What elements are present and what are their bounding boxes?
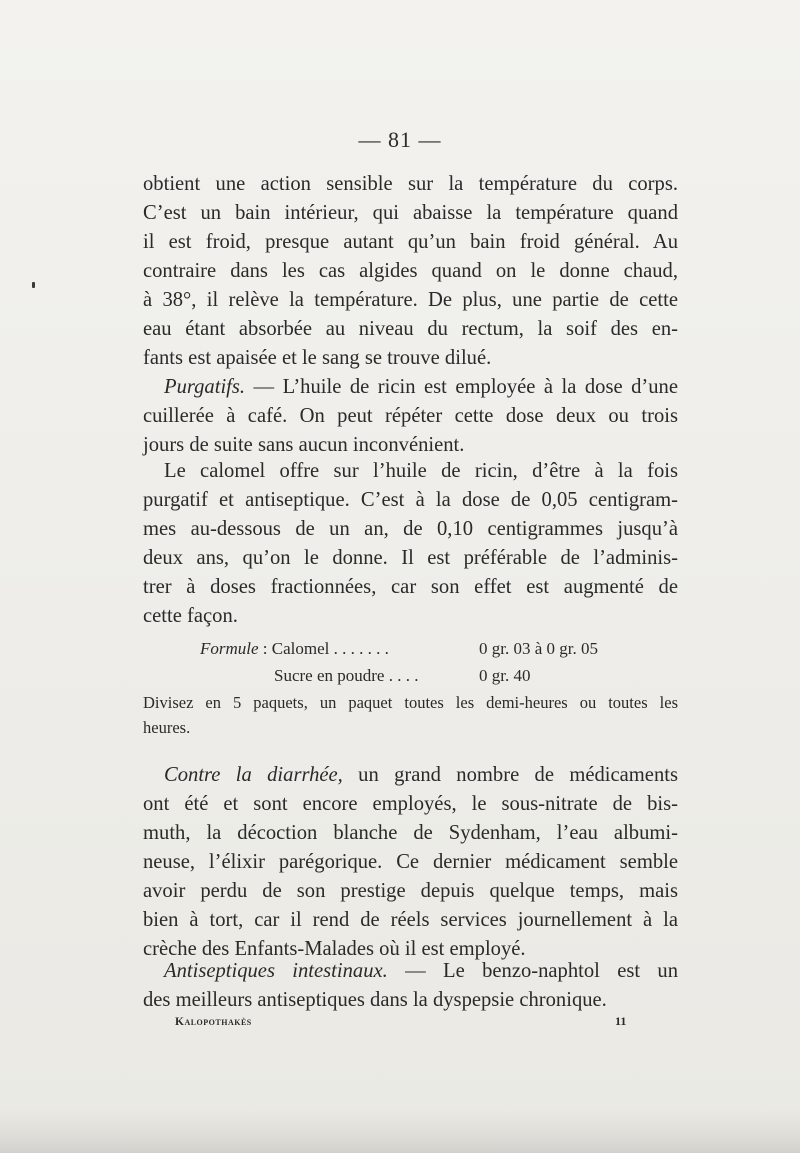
text-line: crèche des Enfants-Malades où il est employé. — [143, 938, 526, 960]
text-line: jours de suite sans aucun inconvénient. — [143, 434, 465, 456]
signature-mark: 11 — [615, 1014, 627, 1028]
page-number: — 81 — — [358, 127, 442, 152]
formula-label: Formule — [200, 639, 259, 658]
formula-quantity: 0 gr. 40 — [479, 666, 531, 685]
text-line: à 38°, il relève la température. De plus, une partie de cette — [143, 289, 678, 311]
text-line: muth, la décoction blanche de Sydenham, l’eau albumi- — [143, 822, 678, 844]
text-line — [143, 761, 678, 790]
paragraph-calomel — [143, 457, 678, 631]
paragraph-purgatifs — [143, 373, 678, 460]
text-line: cuillerée à café. On peut répéter cette dose deux ou trois — [143, 405, 678, 427]
text-line: bien à tort, car il rend de réels services journellement à la — [143, 909, 678, 931]
text-span: — Le benzo-naphtol est un — [387, 960, 678, 982]
text-line: trer à doses fractionnées, car son effet est augmenté de — [143, 576, 678, 598]
text-line — [143, 373, 678, 402]
page-edge-shadow — [0, 1109, 800, 1153]
section-heading: Antiseptiques intestinaux. — [164, 960, 388, 982]
text-line: deux ans, qu’on le donne. Il est préférable de l’adminis- — [143, 547, 678, 569]
text-line: des meilleurs antiseptiques dans la dyspepsie chronique. — [143, 989, 607, 1011]
text-line: obtient une action sensible sur la température du corps. — [143, 173, 678, 195]
text-line: contraire dans les cas algides quand on le donne chaud, — [143, 260, 678, 282]
text-line: il est froid, presque autant qu’un bain froid général. Au — [143, 231, 678, 253]
text-line — [143, 957, 678, 986]
text-span: un grand nombre de médicaments — [342, 764, 678, 786]
formula-quantity: 0 gr. 03 à 0 gr. 05 — [479, 639, 598, 658]
paragraph-antiseptiques — [143, 957, 678, 1015]
formula-ingredient: Formule : Calomel . . . . . . . — [200, 639, 389, 658]
text-span: — L’huile de ricin est employée à la dose d’une — [245, 376, 678, 398]
footer-author: Kalopothakès — [175, 1016, 252, 1028]
text-line: cette façon. — [143, 605, 238, 627]
text-line: ont été et sont encore employés, le sous-nitrate de bis- — [143, 793, 678, 815]
text-line: mes au-dessous de un an, de 0,10 centigrammes jusqu’à — [143, 518, 678, 540]
paragraph-diarrhee — [143, 761, 678, 964]
formula-block — [200, 635, 630, 689]
text-line: eau étant absorbée au niveau du rectum, la soif des en- — [143, 318, 678, 340]
note-line: Divisez en 5 paquets, un paquet toutes les demi-heures ou toutes les — [143, 693, 678, 712]
ingredient-name: Calomel . . . . . . . — [271, 639, 389, 658]
text-line: fants est apaisée et le sang se trouve dilué. — [143, 347, 492, 369]
paragraph-1 — [143, 170, 678, 373]
formula-row — [200, 662, 630, 689]
text-line: purgatif et antiseptique. C’est à la dose de 0,05 centigram- — [143, 489, 678, 511]
text-line: C’est un bain intérieur, qui abaisse la température quand — [143, 202, 678, 224]
text-line: neuse, l’élixir parégorique. Ce dernier médicament semble — [143, 851, 678, 873]
margin-ink-mark — [32, 282, 35, 288]
text-line: Le calomel offre sur l’huile de ricin, d’être à la fois — [164, 460, 678, 482]
ingredient-name: Sucre en poudre . . . . — [274, 666, 419, 685]
formula-row — [200, 635, 630, 662]
section-heading: Purgatifs. — [164, 376, 246, 398]
text-line: avoir perdu de son prestige depuis quelque temps, mais — [143, 880, 678, 902]
note-line: heures. — [143, 718, 191, 737]
dosage-note — [143, 690, 678, 740]
section-heading: Contre la diarrhée, — [164, 764, 343, 786]
